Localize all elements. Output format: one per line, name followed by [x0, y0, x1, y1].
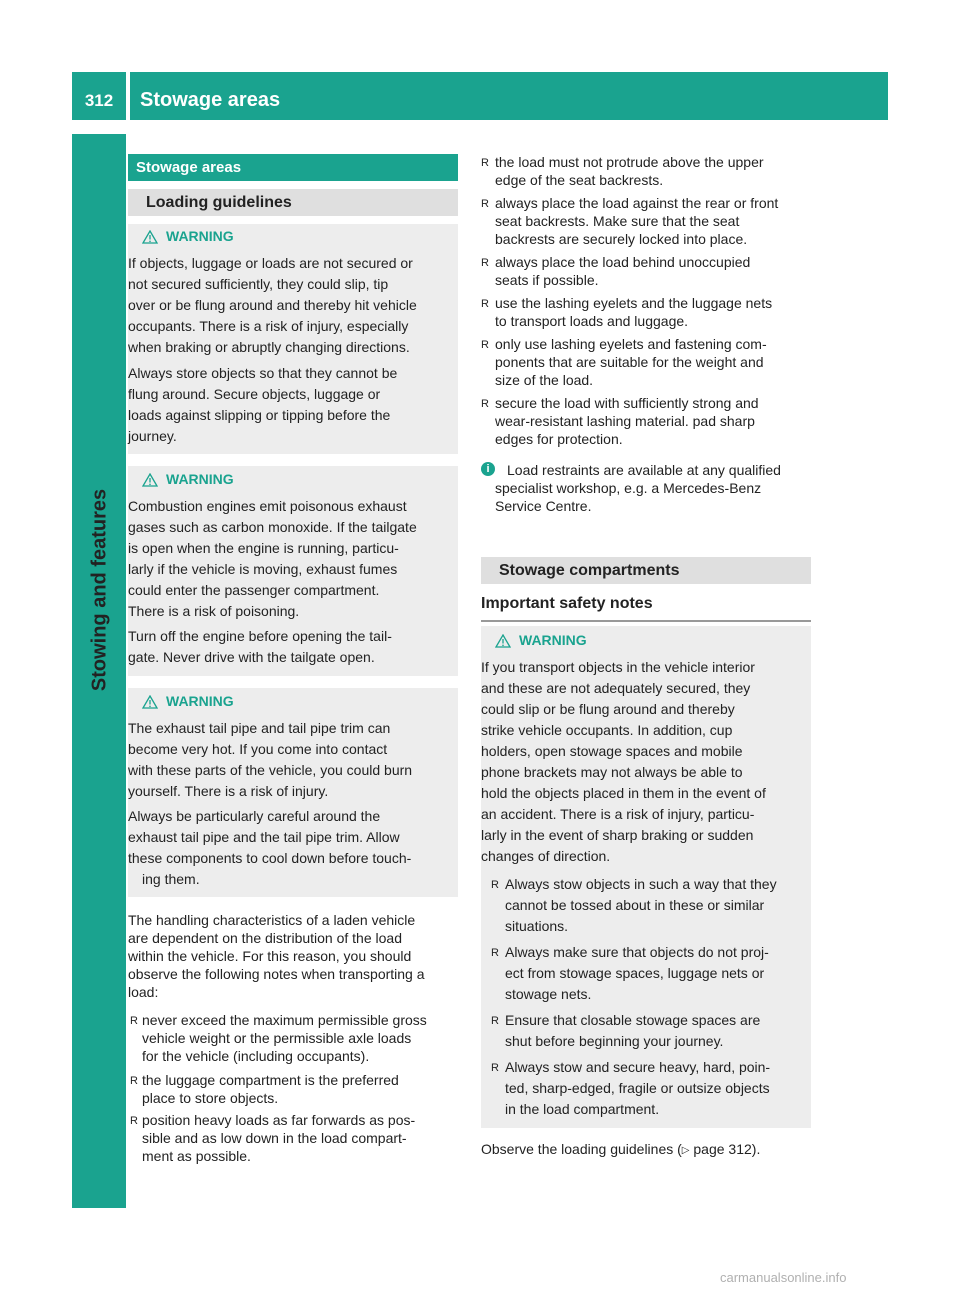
- bullet-text-line: place to store objects.: [142, 1090, 279, 1106]
- body-text-line: load:: [128, 984, 159, 1000]
- warning-box: [128, 466, 458, 676]
- warning-text-line: when braking or abruptly changing directions.: [128, 339, 410, 355]
- warning-text-line: and these are not adequately secured, they: [481, 680, 751, 696]
- body-text-line: observe the following notes when transporting a: [128, 966, 425, 982]
- warning-triangle-icon: [142, 473, 158, 487]
- bullet-marker: R: [481, 198, 489, 210]
- warning-text-line: over or be flung around and thereby hit vehicle: [128, 297, 417, 313]
- info-text-line: Service Centre.: [495, 498, 592, 514]
- watermark: carmanualsonline.info: [720, 1270, 847, 1285]
- warning-triangle-icon: [142, 695, 158, 709]
- warning-text-line: become very hot. If you come into contact: [128, 741, 388, 757]
- observe-text: Observe the loading guidelines (: [481, 1141, 682, 1157]
- page-title: Stowage areas: [140, 89, 281, 111]
- warning-triangle-icon: [495, 634, 511, 648]
- warning-text-line: holders, open stowage spaces and mobile: [481, 743, 743, 759]
- warning-text-line: is open when the engine is running, particu-: [128, 540, 399, 556]
- bullet-text-line: ect from stowage spaces, luggage nets or: [505, 965, 765, 981]
- bullet-text-line: for the vehicle (including occupants).: [142, 1048, 370, 1064]
- bullet-text-line: backrests are securely locked into place.: [495, 231, 748, 247]
- info-icon: i: [481, 462, 495, 476]
- warning-text-line: The exhaust tail pipe and tail pipe trim can: [128, 720, 391, 736]
- warning-text-line: with these parts of the vehicle, you could burn: [128, 762, 413, 778]
- warning-text-line: gases such as carbon monoxide. If the tailgate: [128, 519, 417, 535]
- bullet-text-line: cannot be tossed about in these or similar: [505, 897, 765, 913]
- warning-title: WARNING: [166, 471, 234, 487]
- section-title: Stowage compartments: [499, 562, 680, 579]
- bullet-text-line: Ensure that closable stowage spaces are: [505, 1012, 761, 1028]
- bullet-text-line: wear-resistant lashing material. pad sharp: [495, 413, 755, 429]
- warning-text-line: Always store objects so that they cannot be: [128, 365, 398, 381]
- warning-text-line: phone brackets may not always be able to: [481, 764, 743, 780]
- chapter-label: Stowing and features: [88, 488, 111, 692]
- info-text-line: specialist workshop, e.g. a Mercedes-Benz: [495, 480, 762, 496]
- bullet-text-line: to transport loads and luggage.: [495, 313, 689, 329]
- warning-title: WARNING: [166, 228, 234, 244]
- header-divider: [126, 72, 130, 120]
- info-text-line: Load restraints are available at any qualified: [507, 462, 781, 478]
- warning-text-line: journey.: [128, 428, 177, 444]
- bullet-text-line: situations.: [505, 918, 569, 934]
- bullet-marker: R: [481, 157, 489, 169]
- warning-box: [128, 688, 458, 897]
- bullet-text-line: Always make sure that objects do not proj-: [505, 944, 769, 960]
- page-reference-arrow-icon: ▷: [681, 1145, 690, 1156]
- bullet-text-line: ted, sharp-edged, fragile or outsize objects: [505, 1080, 770, 1096]
- warning-text-line: strike vehicle occupants. In addition, cup: [481, 722, 733, 738]
- bullet-text-line: seats if possible.: [495, 272, 599, 288]
- bullet-marker: R: [130, 1075, 138, 1087]
- bullet-marker: R: [130, 1015, 138, 1027]
- warning-text-line: hold the objects placed in them in the event of: [481, 785, 766, 801]
- body-text-line: are dependent on the distribution of the load: [128, 930, 402, 946]
- page-number: 312: [84, 91, 114, 110]
- bullet-text-line: seat backrests. Make sure that the seat: [495, 213, 740, 229]
- warning-text-line: changes of direction.: [481, 848, 611, 864]
- warning-heading: [142, 228, 234, 244]
- bullet-text-line: always place the load against the rear or front: [495, 195, 779, 211]
- warning-title: WARNING: [519, 632, 587, 648]
- warning-text-line: ing them.: [142, 871, 200, 887]
- bullet-text-line: the load must not protrude above the upper: [495, 154, 764, 170]
- warning-text-line: There is a risk of poisoning.: [128, 603, 300, 619]
- bullet-text-line: size of the load.: [495, 372, 594, 388]
- bullet-text-line: in the load compartment.: [505, 1101, 660, 1117]
- warning-text-line: loads against slipping or tipping before the: [128, 407, 391, 423]
- warning-text-line: Turn off the engine before opening the tail-: [128, 628, 392, 644]
- warning-text-line: Combustion engines emit poisonous exhaust: [128, 498, 407, 514]
- bullet-text-line: shut before beginning your journey.: [505, 1033, 724, 1049]
- bullet-text-line: only use lashing eyelets and fastening com-: [495, 336, 767, 352]
- warning-text-line: yourself. There is a risk of injury.: [128, 783, 329, 799]
- subsection-title-band: [128, 189, 458, 216]
- bullet-text-line: never exceed the maximum permissible gross: [142, 1012, 427, 1028]
- bullet-text-line: use the lashing eyelets and the luggage nets: [495, 295, 773, 311]
- heading-rule: [481, 620, 811, 622]
- warning-box: [481, 626, 811, 1128]
- warning-text-line: larly in the event of sharp braking or sudden: [481, 827, 754, 843]
- warning-title: WARNING: [166, 693, 234, 709]
- bullet-text-line: sible and as low down in the load compart-: [142, 1130, 407, 1146]
- warning-text-line: these components to cool down before touch-: [128, 850, 412, 866]
- warning-text-line: flung around. Secure objects, luggage or: [128, 386, 381, 402]
- warning-text-line: Always be particularly careful around the: [128, 808, 381, 824]
- bullet-text-line: edges for protection.: [495, 431, 623, 447]
- warning-text-line: could slip or be flung around and thereby: [481, 701, 735, 717]
- bullet-text-line: the luggage compartment is the preferred: [142, 1072, 399, 1088]
- bullet-text-line: stowage nets.: [505, 986, 592, 1002]
- bullet-text-line: ponents that are suitable for the weight and: [495, 354, 764, 370]
- body-text-line: The handling characteristics of a laden vehicle: [128, 912, 416, 928]
- bullet-marker: R: [481, 298, 489, 310]
- bullet-marker: R: [491, 879, 499, 891]
- bullet-marker: R: [481, 257, 489, 269]
- bullet-marker: R: [481, 339, 489, 351]
- bullet-text-line: Always stow objects in such a way that they: [505, 876, 777, 892]
- warning-text-line: If you transport objects in the vehicle interior: [481, 659, 755, 675]
- bullet-text-line: position heavy loads as far forwards as pos-: [142, 1112, 416, 1128]
- subheading: Important safety notes: [481, 595, 653, 612]
- bullet-text-line: ment as possible.: [142, 1148, 251, 1164]
- warning-text-line: could enter the passenger compartment.: [128, 582, 380, 598]
- observe-note: [481, 1141, 760, 1157]
- section-title: Stowage areas: [136, 159, 242, 176]
- bullet-marker: R: [491, 1062, 499, 1074]
- warning-text-line: occupants. There is a risk of injury, especially: [128, 318, 409, 334]
- warning-triangle-icon: [142, 230, 158, 244]
- warning-box: [128, 224, 458, 454]
- warning-text-line: not secured sufficiently, they could slip, tip: [128, 276, 389, 292]
- bullet-marker: R: [481, 398, 489, 410]
- section-title-band: [128, 154, 458, 181]
- page-reference-link[interactable]: page 312).: [693, 1141, 761, 1157]
- subsection-title: Loading guidelines: [146, 194, 292, 211]
- warning-text-line: exhaust tail pipe and the tail pipe trim. Allow: [128, 829, 400, 845]
- warning-heading: [142, 471, 234, 487]
- warning-text-line: If objects, luggage or loads are not secured or: [128, 255, 413, 271]
- section-title-band: [481, 557, 811, 584]
- bullet-marker: R: [130, 1115, 138, 1127]
- bullet-text-line: secure the load with sufficiently strong and: [495, 395, 759, 411]
- bullet-marker: R: [491, 947, 499, 959]
- warning-text-line: an accident. There is a risk of injury, particu-: [481, 806, 755, 822]
- bullet-text-line: vehicle weight or the permissible axle loads: [142, 1030, 412, 1046]
- bullet-text-line: Always stow and secure heavy, hard, poin-: [505, 1059, 771, 1075]
- warning-heading: [142, 693, 234, 709]
- warning-text-line: larly if the vehicle is moving, exhaust fumes: [128, 561, 398, 577]
- bullet-marker: R: [491, 1015, 499, 1027]
- bullet-text-line: always place the load behind unoccupied: [495, 254, 751, 270]
- warning-text-line: gate. Never drive with the tailgate open.: [128, 649, 375, 665]
- bullet-text-line: edge of the seat backrests.: [495, 172, 664, 188]
- chapter-tab: [80, 488, 120, 692]
- warning-heading: [495, 632, 587, 648]
- page-header: [72, 72, 888, 120]
- body-text-line: within the vehicle. For this reason, you should: [128, 948, 412, 964]
